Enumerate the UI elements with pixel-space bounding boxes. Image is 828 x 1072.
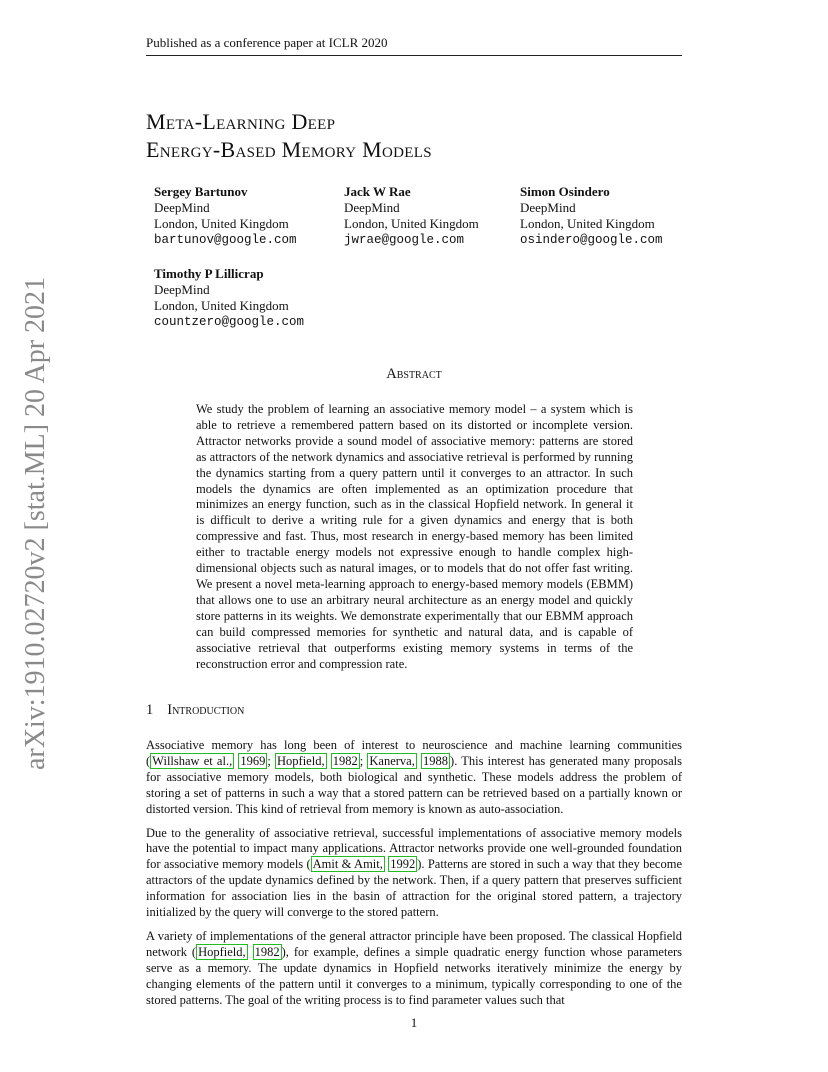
citation-text: Kanerva, xyxy=(369,753,415,768)
citation-link[interactable] xyxy=(331,753,360,769)
arxiv-stamp: arXiv:1910.02720v2 [stat.ML] 20 Apr 2021 xyxy=(20,276,51,770)
citation-link[interactable] xyxy=(275,753,327,769)
running-header: Published as a conference paper at ICLR 2020 xyxy=(146,35,682,56)
citation-link[interactable] xyxy=(388,856,417,872)
citation-link[interactable] xyxy=(311,856,385,872)
citation-link[interactable] xyxy=(367,753,416,769)
paper-title xyxy=(146,108,432,164)
introduction-body xyxy=(146,738,682,1017)
abstract-heading: Abstract xyxy=(386,366,442,382)
citation-link[interactable] xyxy=(421,753,450,769)
abstract-text: We study the problem of learning an associative memory model – a system which is able to retrieve a remembered pattern based on its distorted or incomplete version. Attractor networks provide a sound model of associative memory: patterns are stored as attractors of the network dynamics and associative retrieval is performed by running the dynamics starting from a query pattern until it converges to an attractor. In such models the dynamics are often implemented as an optimization procedure that minimizes an energy function, such as in the classical Hopfield network. In general it is difficult to derive a writing rule for a given dynamics and energy that is both compressive and fast. Thus, most research in energy-based memory has been limited either to tractable energy models not expressive enough to handle complex high-dimensional objects such as natural images, or to models that do not offer fast writing. We present a novel meta-learning approach to energy-based memory models (EBMM) that allows one to use an arbitrary neural architecture as an energy model and quickly store patterns in its weights. We demonstrate experimentally that our EBMM approach can build compressed memories for synthetic and natural data, and is capable of associative retrieval that outperforms existing memory systems in terms of the reconstruction error and compression rate. xyxy=(196,402,633,671)
author-location: London, United Kingdom xyxy=(344,216,479,231)
author-block xyxy=(154,184,297,248)
page-number: 1 xyxy=(410,1015,418,1030)
author-location: London, United Kingdom xyxy=(520,216,655,231)
section-heading xyxy=(146,702,244,719)
citation-text: 1992 xyxy=(390,857,416,872)
citation-text: 1982 xyxy=(332,753,358,768)
author-email: countzero@google.com xyxy=(154,315,305,329)
author-name: Sergey Bartunov xyxy=(154,184,248,199)
text-span: ), for example, defines a simple quadratic energy function whose parameters serve as a memory. The update dynamics in Hopfield networks iteratively minimize the energy by changing elements of the pattern until it converges to a minimum, typically corresponding to one of the stored patterns. The goal of the writing process is to find parameter values such that xyxy=(146,944,683,1007)
author-location: London, United Kingdom xyxy=(154,216,289,231)
paragraph: Associative memory has long been of interest to neuroscience and machine learning communities ( Willshaw et al., 1969 ; Hopfield, 1982 ; Kanerva, 1988 ). This interest has generated many proposals for associative memory models, both biological and synthetic. These models address the problem of storing a set of patterns in such a way that a stored pattern can be retrieved based on a partially known or distorted version. This kind of retrieval from memory is known as auto-association. xyxy=(146,738,683,816)
citation-link[interactable] xyxy=(196,944,248,960)
citation-link[interactable] xyxy=(238,753,267,769)
citation-text: 1969 xyxy=(240,753,266,768)
author-name: Jack W Rae xyxy=(344,184,411,199)
title-line-2: Energy-Based Memory Models xyxy=(146,137,432,162)
citation-link[interactable] xyxy=(150,753,234,769)
author-affiliation: DeepMind xyxy=(344,200,400,215)
citation-text: Willshaw et al., xyxy=(152,753,233,768)
text-span: Due to the generality of associative retrieval, successful implementations of associative memory models have the potential to impact many applications. Attractor networks provide one well-grounded foundation for associative memory models ( xyxy=(146,825,682,872)
citation-text: Amit & Amit, xyxy=(312,857,383,872)
author-affiliation: DeepMind xyxy=(154,200,210,215)
author-email: osindero@google.com xyxy=(520,233,663,247)
citation-text: 1988 xyxy=(423,753,449,768)
author-email: jwrae@google.com xyxy=(344,233,465,247)
author-affiliation: DeepMind xyxy=(520,200,576,215)
citation-text: 1982 xyxy=(254,944,280,959)
author-affiliation: DeepMind xyxy=(154,282,210,297)
author-name: Simon Osindero xyxy=(520,184,610,199)
author-block xyxy=(154,266,304,330)
author-name: Timothy P Lillicrap xyxy=(154,266,264,281)
author-block xyxy=(344,184,479,248)
author-location: London, United Kingdom xyxy=(154,298,289,313)
section-title: Introduction xyxy=(167,702,245,718)
text-span: ). This interest has generated many proposals for associative memory models, both biological and synthetic. These models address the problem of storing a set of patterns in such a way that a stored pattern can be retrieved based on a partially known or distorted version. This kind of retrieval from memory is known as auto-association. xyxy=(146,753,683,816)
title-line-1: Meta-Learning Deep xyxy=(146,109,336,134)
paragraph xyxy=(146,826,682,921)
section-number: 1 xyxy=(146,702,154,718)
citation-text: Hopfield, xyxy=(277,753,325,768)
paragraph xyxy=(146,929,682,1009)
text-span: ). Patterns are stored in such a way that they become attractors of the update dynamics defined by the network. Then, if a query pattern that preserves sufficient information for association lies in the basin of attraction for the original stored pattern, a trajectory initialized by the query will converge to the stored pattern. xyxy=(146,857,682,920)
author-email: bartunov@google.com xyxy=(154,233,297,247)
citation-link[interactable] xyxy=(253,944,282,960)
text-span: Associative memory has long been of interest to neuroscience and machine learning communities ( xyxy=(146,738,682,768)
citation-text: Hopfield, xyxy=(198,944,246,959)
author-block xyxy=(520,184,663,248)
text-span: A variety of implementations of the general attractor principle have been proposed. The classical Hopfield network ( xyxy=(146,928,682,959)
